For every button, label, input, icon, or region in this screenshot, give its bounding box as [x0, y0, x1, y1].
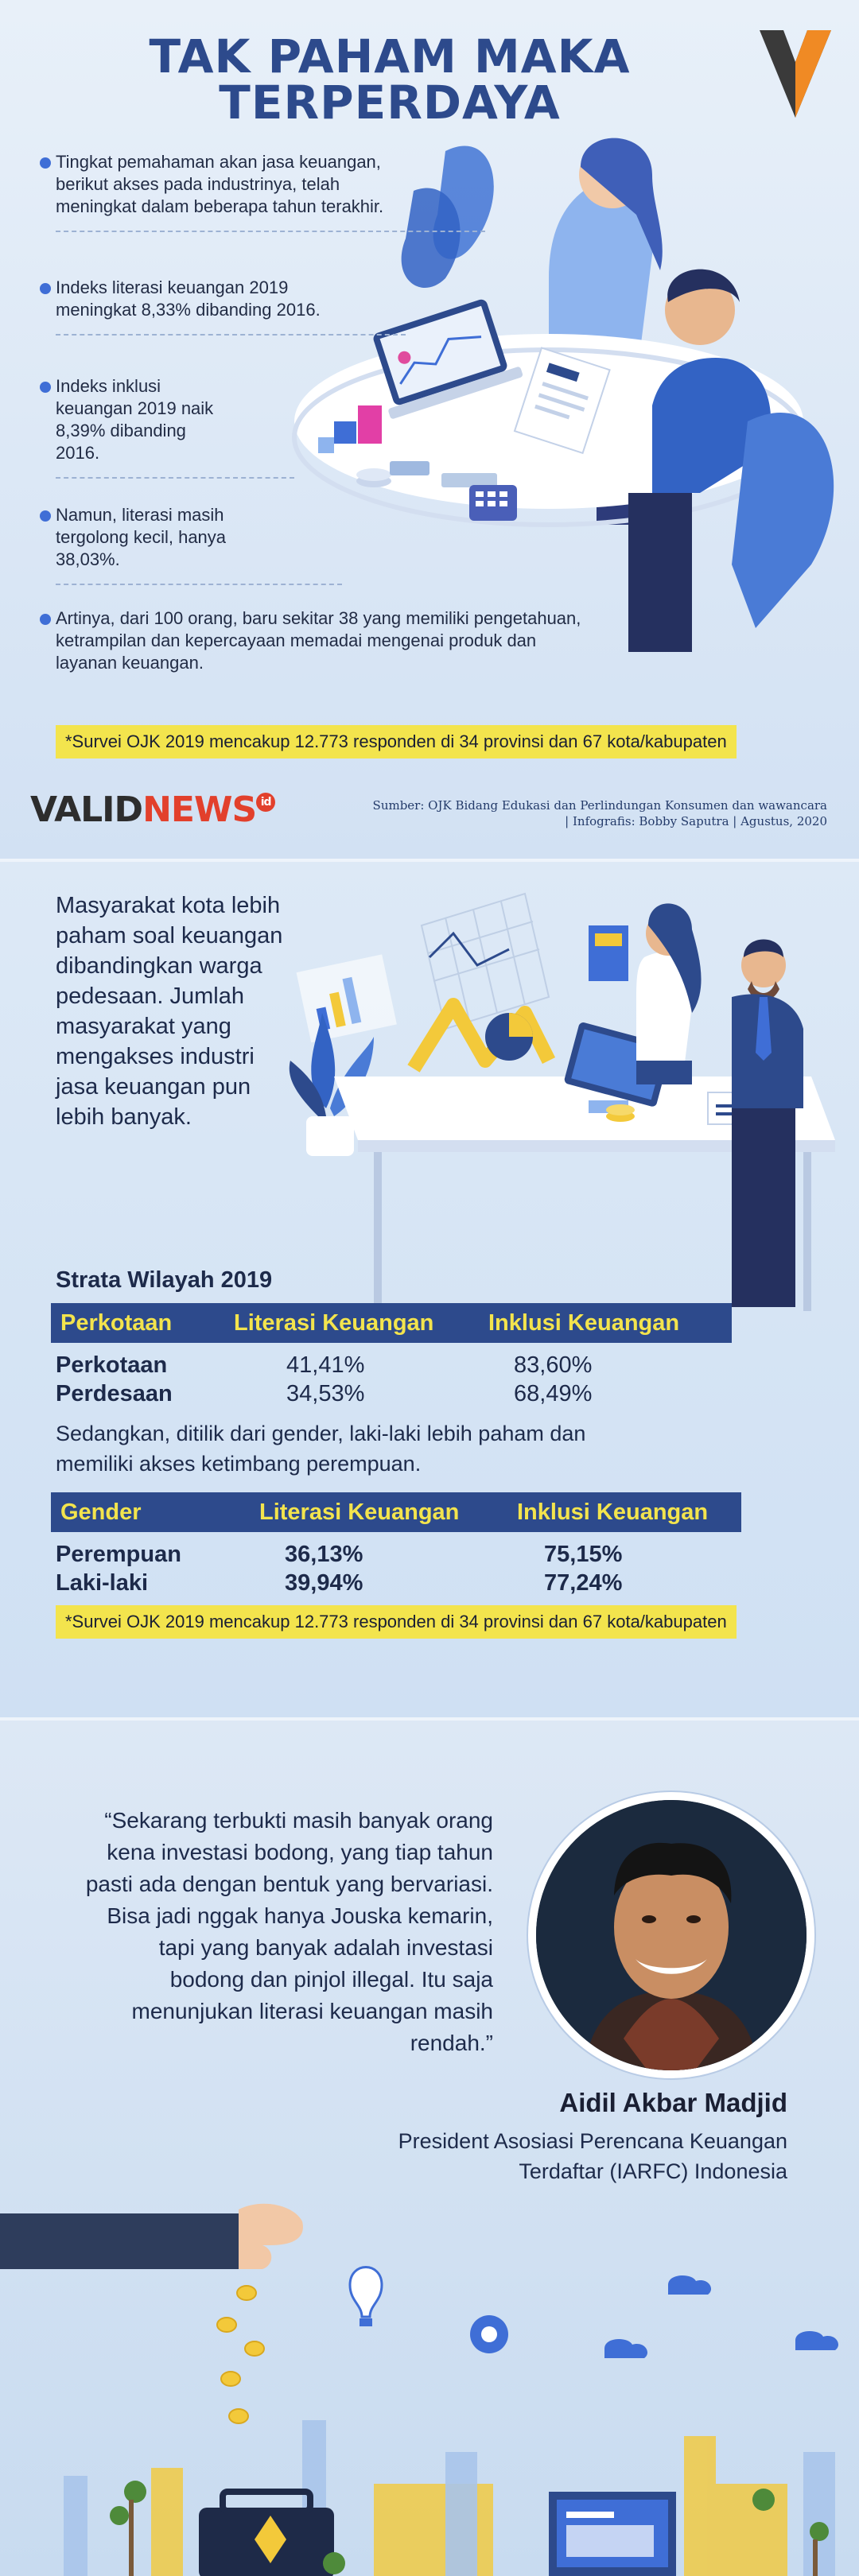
table-2-col-2: Literasi Keuangan — [259, 1499, 460, 1525]
literasi-value: 34,53% — [286, 1381, 365, 1406]
bullet-item — [56, 504, 278, 571]
table-1-col-2: Literasi Keuangan — [234, 1310, 434, 1336]
bullet-text: Indeks literasi keuangan 2019 meningkat 8,33% dibanding 2016. — [56, 277, 321, 320]
bullet-text: Namun, literasi masih tergolong kecil, hanya 38,03%. — [56, 505, 227, 569]
row-label: Perempuan — [56, 1542, 181, 1567]
table-2-col-3: Inklusi Keuangan — [517, 1499, 709, 1525]
survey-note: *Survei OJK 2019 mencakup 12.773 responden di 34 provinsi dan 67 kota/kabupaten — [56, 725, 737, 758]
dashed-divider — [56, 584, 342, 585]
page-title — [111, 29, 668, 130]
city-finance-illustration — [0, 2166, 859, 2576]
table-2-header — [51, 1492, 741, 1532]
table-1-col-3: Inklusi Keuangan — [488, 1310, 680, 1336]
bullet-item — [56, 151, 406, 218]
inklusi-value: 75,15% — [544, 1542, 623, 1567]
literasi-value: 36,13% — [285, 1542, 363, 1567]
row-label: Perkotaan — [56, 1352, 168, 1378]
bullet-item — [56, 607, 597, 674]
inklusi-value: 83,60% — [514, 1352, 593, 1378]
expert-quote: “Sekarang terbukti masih banyak orang kena investasi bodong, yang tiap tahun pasti ada dengan bentuk yang bervariasi. Bisa jadi nggak hanya Jouska kemarin, tapi yang banyak adalah investasi bodong dan pinjol illegal. Itu saja menunjukan literasi keuangan masih rendah.” — [85, 1808, 493, 2055]
bullet-dot-icon — [40, 614, 51, 625]
brand-suffix: id — [256, 793, 275, 812]
bullet-dot-icon — [40, 382, 51, 393]
title-line-1: TAK PAHAM MAKA — [149, 29, 631, 83]
row-label: Perdesaan — [56, 1381, 173, 1406]
bullet-text: Artinya, dari 100 orang, baru sekitar 38 yang memiliki pengetahuan, ketrampilan dan kepercayaan memadai mengenai produk dan layanan keuangan. — [56, 608, 581, 673]
inklusi-value: 68,49% — [514, 1381, 593, 1406]
quote-section — [0, 1717, 859, 2576]
urban-rural-intro: Masyarakat kota lebih paham soal keuangan dibandingkan warga pedesaan. Jumlah masyarakat yang mengakses industri jasa keuangan pun lebih banyak. — [56, 893, 283, 1130]
statistics-section — [0, 859, 859, 1717]
survey-note: *Survei OJK 2019 mencakup 12.773 responden di 34 provinsi dan 67 kota/kabupaten — [56, 1605, 737, 1639]
gender-intro: Sedangkan, ditilik dari gender, laki-laki lebih paham dan memiliki akses ketimbang perempuan. — [56, 1422, 586, 1476]
dashed-divider — [56, 334, 406, 336]
bullet-text: Indeks inklusi keuangan 2019 naik 8,39% dibanding 2016. — [56, 376, 214, 463]
validnews-logo — [30, 789, 275, 830]
inklusi-value: 77,24% — [544, 1570, 623, 1596]
bullet-item — [56, 277, 326, 321]
bullet-dot-icon — [40, 510, 51, 522]
intro-section — [0, 0, 859, 859]
bullet-dot-icon — [40, 157, 51, 169]
source-credit — [373, 797, 827, 829]
bullet-dot-icon — [40, 283, 51, 294]
source-line-2: | Infografis: Bobby Saputra | Agustus, 2020 — [565, 814, 827, 828]
speaker-name: Aidil Akbar Madjid — [559, 2088, 787, 2117]
bullet-item — [56, 375, 215, 464]
table-1-title: Strata Wilayah 2019 — [56, 1267, 273, 1293]
literasi-value: 41,41% — [286, 1352, 365, 1378]
title-line-2: TERPERDAYA — [219, 76, 561, 130]
table-2-col-1: Gender — [60, 1499, 142, 1525]
source-line-1: Sumber: OJK Bidang Edukasi dan Perlindungan Konsumen dan wawancara — [372, 798, 827, 813]
brand-part-1: VALID — [30, 789, 143, 830]
table-1-col-1: Perkotaan — [60, 1310, 173, 1336]
office-meeting-illustration — [286, 878, 835, 1323]
speaker-avatar — [528, 1792, 814, 2078]
dashed-divider — [56, 231, 485, 232]
row-label: Laki-laki — [56, 1570, 149, 1596]
brand-part-2: NEWS — [142, 789, 257, 830]
speaker-portrait-icon — [536, 1800, 807, 2070]
valid-v-logo-icon — [760, 30, 831, 118]
bullet-text: Tingkat pemahaman akan jasa keuangan, berikut akses pada industrinya, telah meningkat dalam beberapa tahun terakhir. — [56, 152, 384, 216]
table-1-header — [51, 1303, 732, 1343]
dashed-divider — [56, 477, 294, 479]
speaker-title: President Asosiasi Perencana Keuangan Terdaftar (IARFC) Indonesia — [398, 2129, 787, 2183]
literasi-value: 39,94% — [285, 1570, 363, 1596]
